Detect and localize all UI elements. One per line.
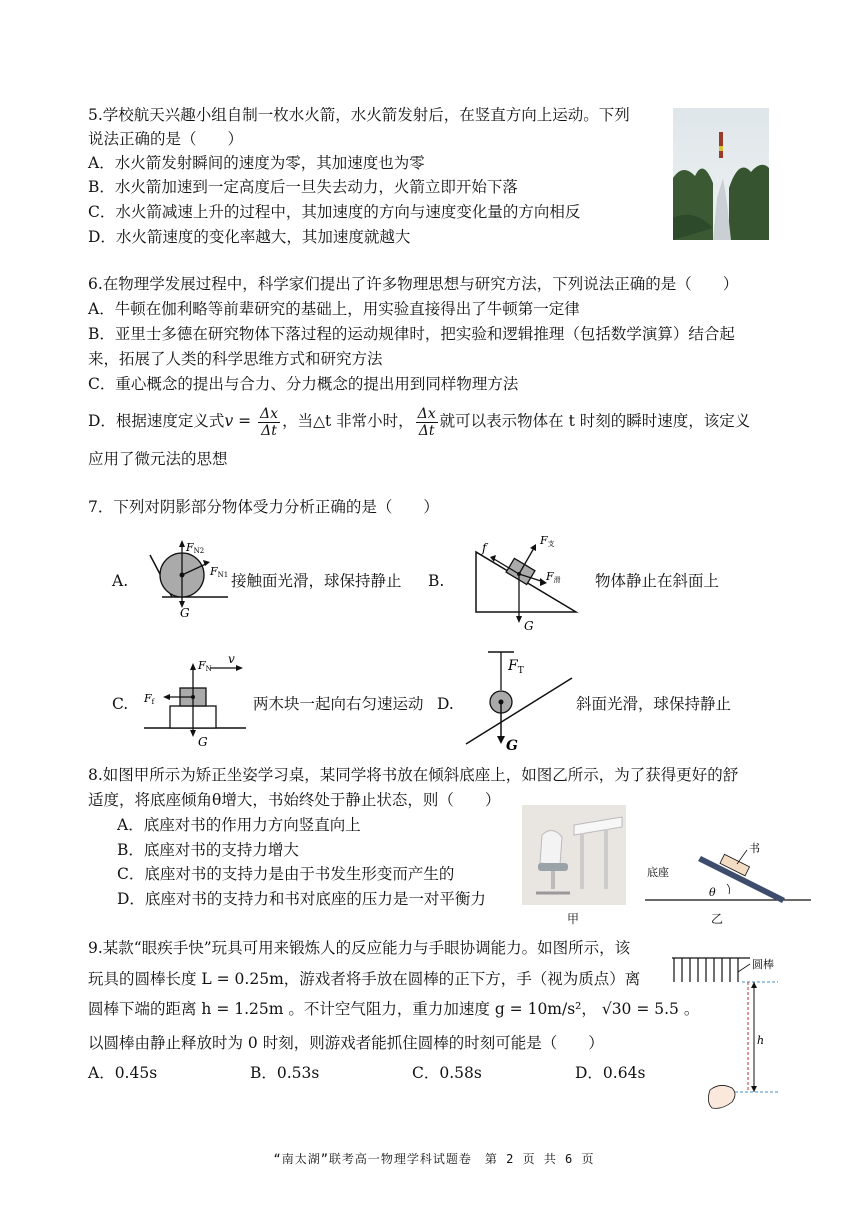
q7-d-text: 斜面光滑，球保持静止 bbox=[576, 695, 732, 713]
q5-option-d: D．水火箭速度的变化率越大，其加速度就越大 bbox=[88, 228, 411, 246]
q6-option-a: A．牛顿在伽利略等前辈研究的基础上，用实验直接得出了牛顿第一定律 bbox=[88, 300, 580, 318]
q7-b-text: 物体静止在斜面上 bbox=[595, 572, 720, 590]
label-v: v bbox=[228, 652, 235, 666]
label-g: G bbox=[180, 606, 190, 620]
q6-d-suffix: 就可以表示物体在 t 时刻的瞬时速度，该定义 bbox=[439, 412, 751, 430]
q9-stem-line4: 以圆棒由静止释放时为 0 时刻，则游戏者能抓住圆棒的时刻可能是（ ） bbox=[88, 1034, 604, 1052]
q7-stem: 7．下列对阴影部分物体受力分析正确的是（ ） bbox=[88, 498, 439, 516]
q8-stem-line1: 8.如图甲所示为矫正坐姿学习桌，某同学将书放在倾斜底座上，如图乙所示，为了获得更好的舒 bbox=[88, 766, 739, 784]
q6-d-middle: ，当△t 非常小时， bbox=[282, 412, 414, 430]
q9-option-c: C．0.58s bbox=[412, 1064, 482, 1082]
q6-d-equals: = bbox=[233, 412, 257, 430]
q7-figure-c bbox=[140, 652, 250, 748]
hand-icon bbox=[708, 1085, 735, 1108]
q7-d-label: D. bbox=[437, 695, 454, 713]
q8-option-c: C．底座对书的支持力是由于书发生形变而产生的 bbox=[117, 865, 455, 883]
label-theta: θ bbox=[709, 886, 716, 899]
fraction-denominator: Δt bbox=[418, 422, 435, 439]
q9-stem-line2: 玩具的圆棒长度 L = 0.25m，游戏者将手放在圆棒的正下方，手（视为质点）离 bbox=[88, 970, 641, 988]
q9-stem-line1: 9.某款“眼疾手快”玩具可用来锻炼人的反应能力与手眼协调能力。如图所示，该 bbox=[88, 939, 631, 957]
q8-stem-line2: 适度，将底座倾角θ增大，书始终处于静止状态，则（ ） bbox=[88, 791, 501, 809]
label-fzhi: F支 bbox=[540, 534, 555, 548]
q8-option-d: D．底座对书的支持力和书对底座的压力是一对平衡力 bbox=[117, 890, 486, 908]
q7-figure-a bbox=[140, 535, 232, 620]
fraction-numerator: Δx bbox=[417, 405, 436, 422]
label-ff: Ff bbox=[144, 692, 155, 706]
q7-figure-d bbox=[458, 648, 578, 752]
q9-option-a: A．0.45s bbox=[88, 1064, 158, 1082]
q7-c-label: C. bbox=[112, 695, 129, 713]
q6-option-b-line2: 来，拓展了人类的科学思维方式和研究方法 bbox=[88, 350, 383, 368]
q8-option-b: B．底座对书的支持力增大 bbox=[117, 841, 299, 859]
label-f: f bbox=[482, 541, 487, 555]
q7-c-text: 两木块一起向右匀速运动 bbox=[253, 695, 424, 713]
label-rod: 圆棒 bbox=[752, 958, 774, 971]
q5-stem-line1: 5.学校航天兴趣小组自制一枚水火箭，水火箭发射后，在竖直方向上运动。下列 bbox=[88, 106, 630, 124]
label-base: 底座 bbox=[647, 866, 669, 879]
label-h: h bbox=[757, 1034, 765, 1047]
q7-figure-b bbox=[470, 530, 582, 634]
label-g: G bbox=[506, 738, 518, 752]
fraction-numerator: Δx bbox=[260, 405, 279, 422]
q8-incline-diagram bbox=[645, 840, 815, 910]
fig-label-jia: 甲 bbox=[567, 912, 580, 926]
q5-stem-line2: 说法正确的是（ ） bbox=[88, 130, 244, 148]
q9-option-d: D．0.64s bbox=[575, 1064, 646, 1082]
label-fn: FN bbox=[198, 659, 212, 673]
velocity-fraction-2 bbox=[416, 406, 438, 439]
label-book: 书 bbox=[749, 842, 760, 855]
q6-option-c: C．重心概念的提出与合力、分力概念的提出用到同样物理方法 bbox=[88, 375, 519, 393]
label-g: G bbox=[524, 619, 534, 633]
label-fn1: FN1 bbox=[210, 565, 229, 579]
q6-d-v: v bbox=[224, 412, 234, 430]
q7-b-label: B. bbox=[428, 572, 445, 590]
velocity-fraction-1 bbox=[258, 406, 280, 439]
q9-option-b: B．0.53s bbox=[250, 1064, 320, 1082]
q9-stem-line3: 圆棒下端的距离 h = 1.25m 。不计空气阻力，重力加速度 g = 10m/s²， √30 = 5.5 。 bbox=[88, 1000, 700, 1018]
q7-a-text: 接触面光滑，球保持静止 bbox=[231, 572, 402, 590]
page-footer: “南太湖”联考高一物理学科试题卷 第 2 页 共 6 页 bbox=[273, 1152, 595, 1166]
label-fn2: FN2 bbox=[186, 541, 205, 555]
q5-option-c: C．水火箭减速上升的过程中，其加速度的方向与速度变化量的方向相反 bbox=[88, 203, 581, 221]
q8-desk-photo bbox=[522, 805, 626, 905]
q9-rod-diagram bbox=[668, 952, 780, 1114]
label-fhua: F滑 bbox=[546, 570, 561, 584]
q8-option-a: A．底座对书的作用力方向竖直向上 bbox=[117, 816, 361, 834]
q6-option-b-line1: B．亚里士多德在研究物体下落过程的运动规律时，把实验和逻辑推理（包括数学演算）结合起 bbox=[88, 325, 735, 343]
label-ft: $F_T$ bbox=[508, 658, 524, 676]
q6-stem: 6.在物理学发展过程中，科学家们提出了许多物理思想与研究方法，下列说法正确的是（ ） bbox=[88, 275, 739, 293]
q6-d-prefix: D．根据速度定义式 bbox=[88, 412, 225, 430]
fraction-denominator: Δt bbox=[261, 422, 277, 439]
fig-label-yi: 乙 bbox=[711, 912, 724, 926]
q5-option-a: A．水火箭发射瞬间的速度为零，其加速度也为零 bbox=[88, 154, 425, 172]
label-g: G bbox=[198, 735, 208, 748]
q6-option-d-line2: 应用了微元法的思想 bbox=[88, 450, 228, 468]
water-rocket-photo bbox=[673, 108, 769, 240]
q5-option-b: B．水火箭加速到一定高度后一旦失去动力，火箭立即开始下落 bbox=[88, 178, 518, 196]
q7-a-label: A. bbox=[112, 572, 129, 590]
q6-option-d bbox=[88, 405, 750, 439]
